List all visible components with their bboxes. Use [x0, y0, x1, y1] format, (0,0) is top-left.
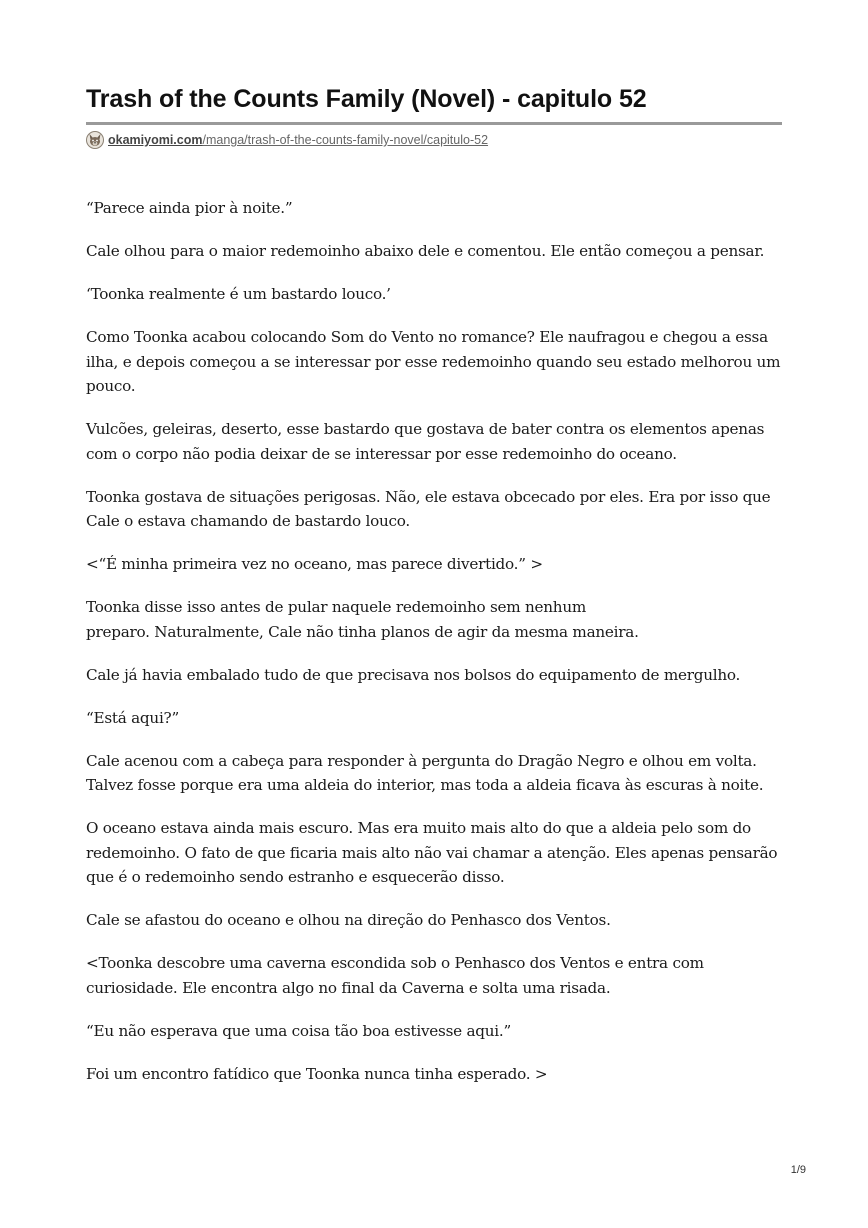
page-number: 1/9	[790, 1164, 806, 1176]
paragraph: Vulcões, geleiras, deserto, esse bastardo que gostava de bater contra os elementos apenas com o corpo não podia deixar de se interessar por esse redemoinho do oceano.	[86, 420, 765, 463]
paragraph: <Toonka descobre uma caverna escondida sob o Penhasco dos Ventos e entra com curiosidade. Ele encontra algo no final da Caverna e solta uma risada.	[86, 954, 704, 997]
paragraph: <“É minha primeira vez no oceano, mas parece divertido.” >	[86, 555, 543, 573]
source-line	[86, 131, 782, 149]
paragraph: Cale se afastou do oceano e olhou na direção do Penhasco dos Ventos.	[86, 911, 611, 929]
title-divider	[86, 122, 782, 125]
source-path: /manga/trash-of-the-counts-family-novel/capitulo-52	[202, 133, 489, 147]
paragraph: Como Toonka acabou colocando Som do Vento no romance? Ele naufragou e chegou a essa ilha, e depois começou a se interessar por esse redemoinho quando seu estado melhorou um pouco.	[86, 328, 781, 395]
paragraph: O oceano estava ainda mais escuro. Mas era muito mais alto do que a aldeia pelo som do redemoinho. O fato de que ficaria mais alto não vai chamar a atenção. Eles apenas pensarão que é o redemoinho sendo estranho e esquecerão disso.	[86, 819, 778, 886]
paragraph: “Parece ainda pior à noite.”	[86, 199, 293, 217]
document-page	[86, 84, 782, 1105]
paragraph: “Está aqui?”	[86, 708, 179, 727]
paragraph: Foi um encontro fatídico que Toonka nunca tinha esperado. >	[86, 1064, 548, 1083]
wolf-logo-icon	[86, 131, 104, 149]
paragraph: ‘Toonka realmente é um bastardo louco.’	[86, 285, 391, 303]
chapter-content	[86, 196, 782, 1086]
paragraph: Cale acenou com a cabeça para responder à pergunta do Dragão Negro e olhou em volta. Talvez fosse porque era uma aldeia do interior, mas toda a aldeia ficava às escuras à noite.	[86, 751, 764, 794]
page-title: Trash of the Counts Family (Novel) - capitulo 52	[86, 85, 647, 113]
source-domain: okamiyomi.com	[108, 133, 203, 147]
paragraph: Cale olhou para o maior redemoinho abaixo dele e comentou. Ele então começou a pensar.	[86, 242, 765, 260]
paragraph: “Eu não esperava que uma coisa tão boa estivesse aqui.”	[86, 1021, 511, 1040]
paragraph: Toonka disse isso antes de pular naquele redemoinho sem nenhum preparo. Naturalmente, Cale não tinha planos de agir da mesma maneira.	[86, 598, 639, 641]
paragraph: Cale já havia embalado tudo de que precisava nos bolsos do equipamento de mergulho.	[86, 665, 741, 684]
source-link[interactable]	[108, 132, 488, 148]
paragraph: Toonka gostava de situações perigosas. Não, ele estava obcecado por eles. Era por isso que Cale o estava chamando de bastardo louco.	[86, 487, 771, 530]
